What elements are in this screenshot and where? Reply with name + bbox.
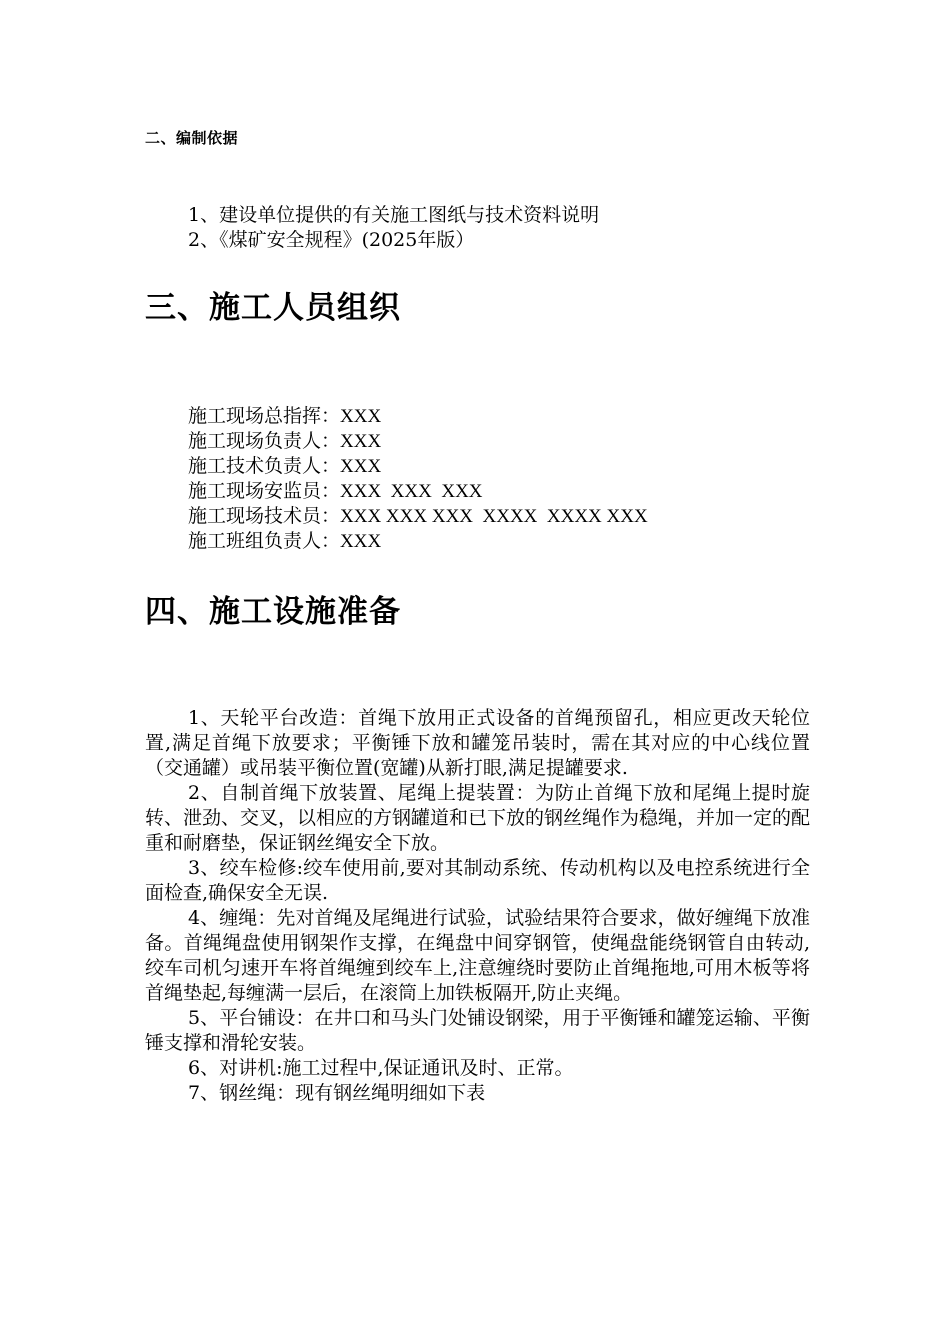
- section-heading-facility-prep: 四、施工设施准备: [145, 594, 401, 630]
- staff-role: 施工现场技术员：: [188, 505, 341, 527]
- paragraph: 5、平台铺设：在井口和马头门处铺设钢梁，用于平衡锤和罐笼运输、平衡锤支撑和滑轮安装。: [145, 1007, 810, 1054]
- basis-list: [188, 203, 599, 253]
- staff-names: XXX XXX XXX XXXX XXXX XXX: [340, 506, 648, 527]
- staff-role: 施工现场总指挥：: [188, 405, 341, 427]
- staff-role: 施工现场负责人：: [188, 430, 341, 452]
- paragraph: 6、对讲机:施工过程中,保证通讯及时、正常。: [188, 1057, 574, 1079]
- staff-names: XXX XXX XXX: [340, 481, 483, 502]
- paragraph: 2、自制首绳下放装置、尾绳上提装置：为防止首绳下放和尾绳上提时旋转、泄劲、交叉，以相应的方钢罐道和已下放的钢丝绳作为稳绳，并加一定的配重和耐磨垫，保证钢丝绳安全下放。: [145, 782, 811, 854]
- staff-role: 施工技术负责人：: [188, 455, 341, 477]
- paragraph: 1、天轮平台改造：首绳下放用正式设备的首绳预留孔，相应更改天轮位置,满足首绳下放要求；平衡锤下放和罐笼吊装时，需在其对应的中心线位置（交通罐）或吊装平衡位置(宽罐)从新打眼,满足提罐要求.: [145, 707, 810, 779]
- list-item: 2、《煤矿安全规程》(2025年版）: [188, 229, 475, 251]
- facility-prep-body: [145, 706, 810, 1106]
- staff-names: XXX: [340, 406, 382, 427]
- staff-names: XXX: [340, 431, 382, 452]
- staff-row: [188, 479, 648, 504]
- section-heading-compilation-basis: 二、编制依据: [145, 129, 239, 147]
- staff-row: [188, 504, 648, 529]
- staff-row: [188, 454, 648, 479]
- section-heading-personnel: 三、施工人员组织: [145, 290, 401, 326]
- staff-list: [188, 404, 648, 554]
- staff-role: 施工现场安监员：: [188, 480, 341, 502]
- staff-role: 施工班组负责人：: [188, 530, 341, 552]
- staff-names: XXX: [340, 456, 382, 477]
- staff-row: [188, 404, 648, 429]
- paragraph: 3、绞车检修:绞车使用前,要对其制动系统、传动机构以及电控系统进行全面检查,确保安全无误.: [145, 857, 810, 904]
- list-item: 1、建设单位提供的有关施工图纸与技术资料说明: [188, 204, 600, 226]
- staff-names: XXX: [340, 531, 382, 552]
- staff-row: [188, 429, 648, 454]
- paragraph: 4、缠绳：先对首绳及尾绳进行试验，试验结果符合要求，做好缠绳下放准备。首绳绳盘使用钢架作支撑，在绳盘中间穿钢管，使绳盘能绕钢管自由转动,绞车司机匀速开车将首绳缠到绞车上,注意缠绕时要防止首绳拖地,可用木板等将首绳垫起,每缠满一层后，在滚筒上加铁板隔开,防止夹绳。: [145, 907, 810, 1004]
- paragraph: 7、钢丝绳：现有钢丝绳明细如下表: [188, 1082, 486, 1104]
- staff-row: [188, 529, 648, 554]
